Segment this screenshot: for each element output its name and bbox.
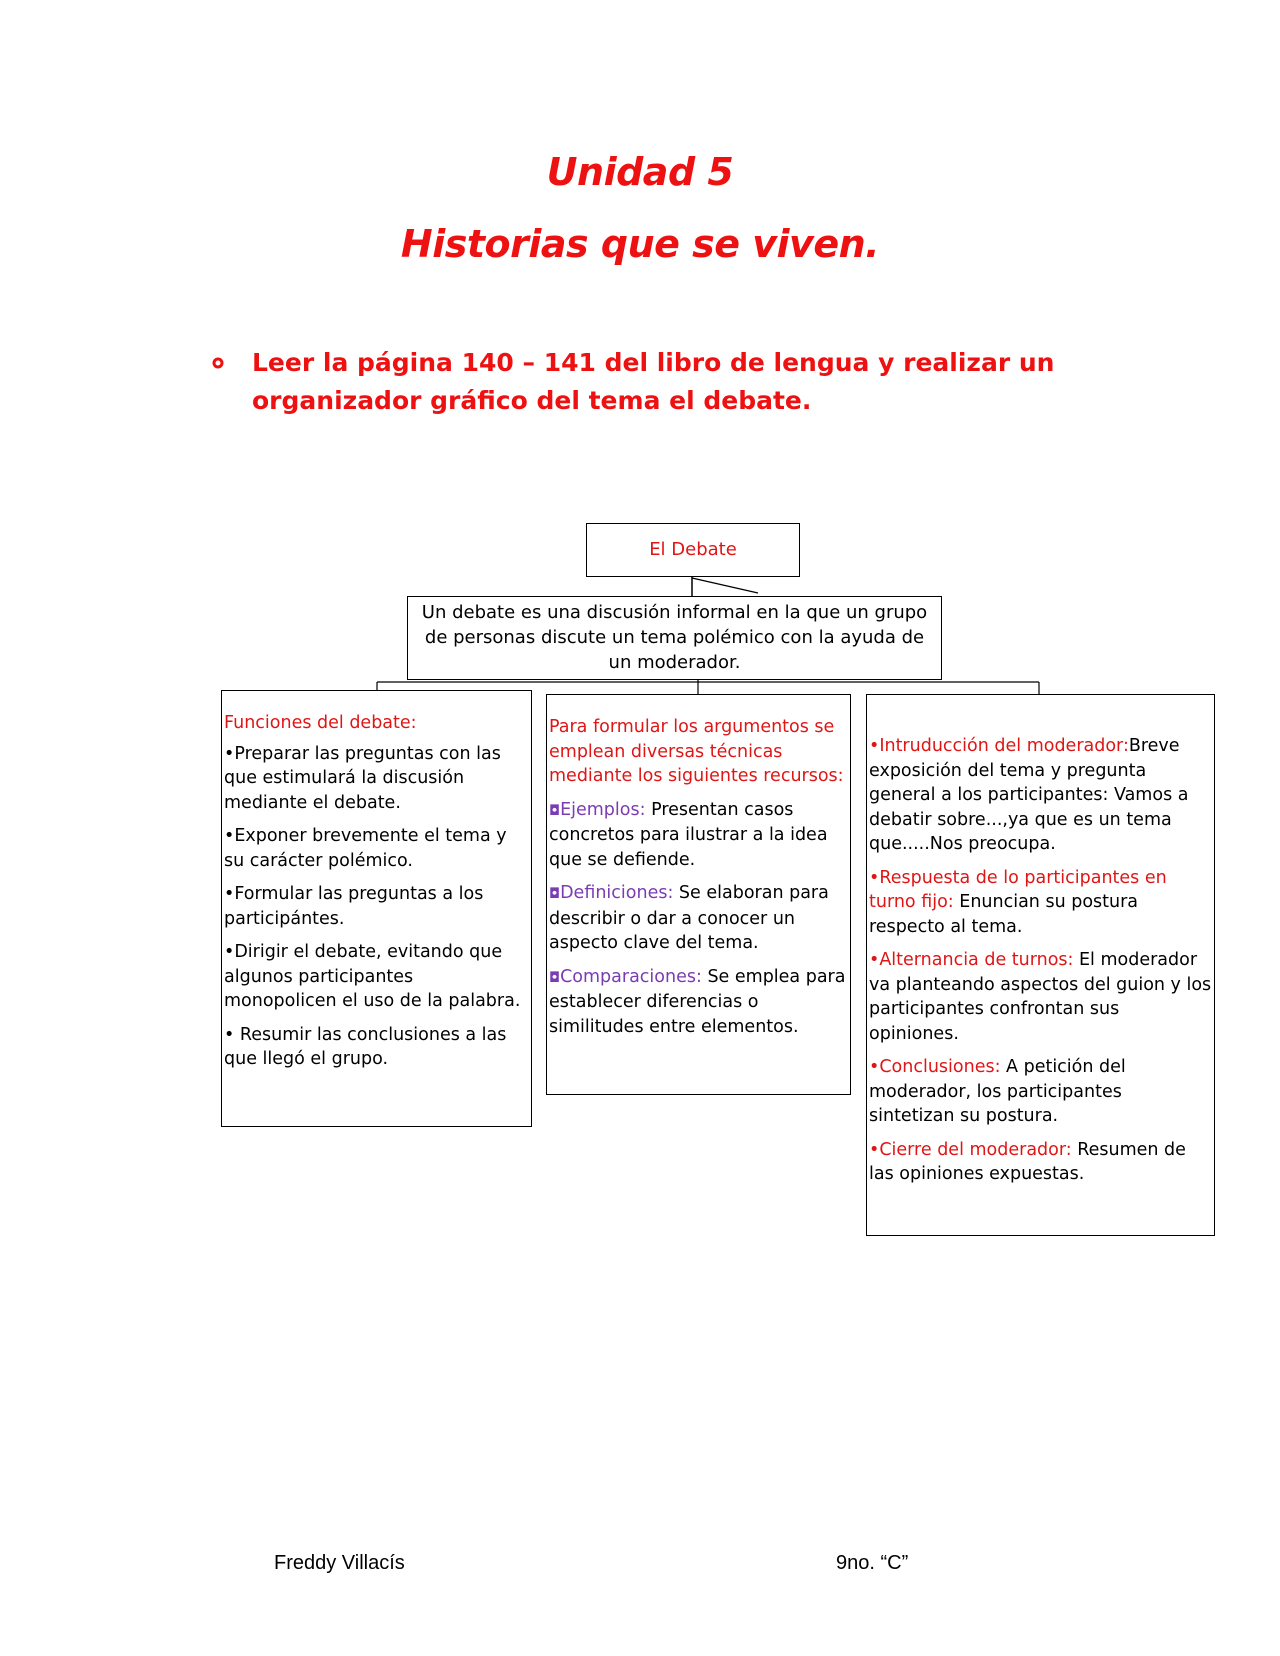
stage-text: Breve exposición del tema y pregunta general a los participantes: Vamos a debatir sobre...,ya que es un tema que.....Nos preocupa. [869, 736, 1189, 854]
stage-item [869, 1055, 1212, 1129]
function-item: •Preparar las preguntas con las que estimulará la discusión mediante el debate. [224, 743, 501, 813]
function-item: •Dirigir el debate, evitando que algunos participantes monopolicen el uso de la palabra. [224, 942, 521, 1011]
functions-heading: Funciones del debate: [224, 713, 417, 733]
stage-term: •Conclusiones: [869, 1057, 1001, 1077]
function-item: • Resumir las conclusiones a las que llegó el grupo. [224, 1024, 507, 1069]
resource-term: Ejemplos: [560, 799, 646, 820]
stage-text: El moderador va planteando aspectos del guion y los participantes confrontan sus opiniones. [869, 950, 1212, 1044]
resource-term: Comparaciones: [560, 966, 702, 987]
unit-title: Unidad 5 [546, 150, 734, 194]
stages-box [866, 694, 1215, 1236]
definition-box: Un debate es una discusión informal en la que un grupo de personas discute un tema polémico con la ayuda de un moderador. [407, 596, 942, 680]
stage-item [869, 866, 1212, 940]
stage-term: •Cierre del moderador: [869, 1139, 1072, 1160]
stage-term: •Alternancia de turnos: [869, 950, 1074, 970]
resource-text: Presentan casos concretos para ilustrar a la idea que se defiende. [549, 799, 828, 870]
resource-item [549, 965, 848, 1040]
resources-heading: Para formular los argumentos se emplean diversas técnicas mediante los siguientes recursos: [549, 717, 844, 786]
stage-text: Enuncian su postura respecto al tema. [869, 892, 1139, 937]
stage-text: Resumen de las opiniones expuestas. [869, 1139, 1186, 1184]
function-item: •Formular las preguntas a los participántes. [224, 884, 484, 929]
resource-item [549, 798, 848, 873]
square-bullet-icon: ◘ [549, 969, 561, 986]
footer-grade: 9no. “C” [836, 1552, 909, 1574]
task-instruction: Leer la página 140 – 141 del libro de lengua y realizar un organizador gráfico del tema el debate. [252, 348, 1055, 415]
stage-text: A petición del moderador, los participantes sintetizan su postura. [869, 1057, 1126, 1126]
resources-box [546, 694, 851, 1095]
stage-item [869, 1138, 1212, 1187]
footer-author-name: Freddy Villacís [274, 1552, 405, 1574]
unit-subtitle: Historias que se viven. [400, 222, 880, 266]
stage-item [869, 734, 1212, 857]
resource-item [549, 881, 848, 956]
stage-term: •Respuesta de lo participantes en turno fijo: [869, 867, 1167, 912]
resource-term: Definiciones: [560, 883, 674, 903]
resource-text: Se elaboran para describir o dar a conocer un aspecto clave del tema. [549, 883, 829, 953]
square-bullet-icon: ◘ [549, 802, 561, 819]
functions-box [221, 690, 532, 1127]
square-bullet-icon: ◘ [549, 886, 561, 902]
stage-term: •Intruducción del moderador: [869, 736, 1129, 756]
function-item: •Exponer brevemente el tema y su carácter polémico. [224, 826, 507, 871]
resource-text: Se emplea para establecer diferencias o similitudes entre elementos. [549, 966, 846, 1037]
stage-item [869, 948, 1212, 1046]
organizer-root-box: El Debate [586, 523, 800, 577]
